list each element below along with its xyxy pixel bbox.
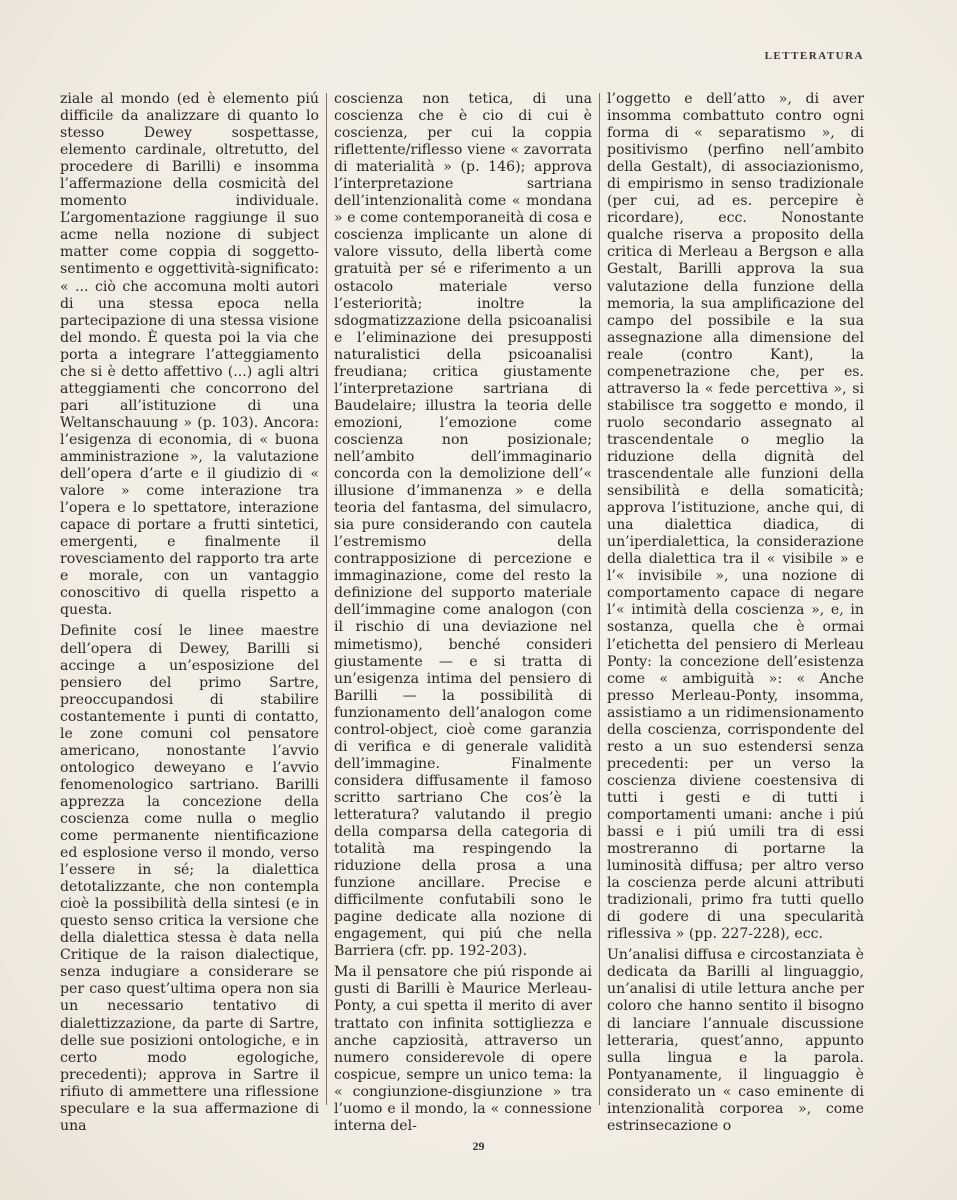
text-column-3 [607,91,864,1135]
paragraph: coscienza non tetica, di una coscienza che è cio di cui è coscienza, per cui la coppia riflettente/riflesso viene « zavorrata di materialità » (p. 146); approva l’interpretazione sartriana dell’intenzionalità come « mondana » e come contemporaneità di cosa e coscienza implicante un alone di valore vissuto, della libertà come gratuità per sé e riferimento a un ostacolo materiale verso l’esteriorità; inoltre la sdogmatizzazione della psicoanalisi e l’eliminazione dei presupposti naturalistici della psicoanalisi freudiana; critica giustamente l’interpretazione sartriana di Baudelaire; illustra la teoria delle emozioni, l’emozione come coscienza non posizionale; nell’ambito dell’immaginario concorda con la demolizione dell’« illusione d’immanenza » e della teoria del fantasma, del simulacro, sia pure considerando con cautela l’estremismo della contrapposizione di percezione e immaginazione, come del resto la definizione del supporto materiale dell’immagine come analogon (con il rischio di una deviazione nel mimetismo), benché consideri giustamente — e si tratta di un’esigenza intima del pensiero di Barilli — la possibilità di funzionamento dell’analogon come control-object, cioè come garanzia di verifica e di generale validità dell’immagine. Finalmente considera diffusamente il famoso scritto sartriano Che cos’è la letteratura? valutando il pregio della comparsa della categoria di totalità ma respingendo la riduzione della prosa a una funzione ancillare. Precise e difficilmente confutabili sono le pagine dedicate alla nozione di engagement, qui piú che nella Barriera (cfr. pp. 192-203). [334,91,592,960]
paragraph: ziale al mondo (ed è elemento piú difficile da analizzare di quanto lo stesso Dewey sospettasse, elemento cardinale, oltretutto, del procedere di Barilli) e insomma l’affermazione della cosmicità del momento individuale. L’argomentazione raggiunge il suo acme nella nozione di subject matter come coppia di soggetto-sentimento e oggettività-significato: « ... ciò che accomuna molti autori di una stessa epoca nella partecipazione di una stessa visione del mondo. È questa poi la via che porta a integrare l’atteggiamento che si è detto affettivo (...) agli altri atteggiamenti che concorrono del pari all’istituzione di una Weltanschauung » (p. 103). Ancora: l’esigenza di economia, di « buona amministrazione », la valutazione dell’opera d’arte e il giudizio di « valore » come interazione tra l’opera e lo spettatore, interazione capace di portare a frutti sintetici, emergenti, e finalmente il rovesciamento del rapporto tra arte e morale, con un vantaggio conoscitivo di quella rispetto a questa. [60,91,319,619]
text-column-2 [334,91,592,1135]
paragraph: l’oggetto e dell’atto », di aver insomma combattuto contro ogni forma di « separatismo », di positivismo (perfino nell’ambito della Gestalt), di associazionismo, di empirismo in senso tradizionale (per cui, ad es. percepire è ricordare), ecc. Nonostante qualche riserva a proposito della critica di Merleau a Bergson e alla Gestalt, Barilli approva la sua valutazione della funzione della memoria, la sua amplificazione del campo del possibile e la sua assegnazione alla dimensione del reale (contro Kant), la compenetrazione che, per es. attraverso la « fede percettiva », si stabilisce tra soggetto e mondo, il ruolo secondario assegnato al trascendentale o meglio la riduzione della dignità del trascendentale alle funzioni della sensibilità e della somaticità; approva l’istituzione, anche qui, di una dialettica diadica, di un’iperdialettica, la considerazione della dialettica tra il « visibile » e l’« invisibile », una nozione di comportamento capace di negare l’« intimità della coscienza », e, in sostanza, quella che è ormai l’etichetta del pensiero di Merleau Ponty: la concezione dell’esistenza come « ambiguità »: « Anche presso Merleau-Ponty, insomma, assistiamo a un ridimensionamento della coscienza, corrispondente del resto a un suo estendersi senza precedenti: per un verso la coscienza diviene coestensiva di tutti i gesti e di tutti i comportamenti umani: anche i piú bassi e i piú umili tra di essi mostreranno di portarne la luminosità diffusa; per altro verso la coscienza perde alcuni attributi tradizionali, primo fra tutti quello di godere di una specularità riflessiva » (pp. 227-228), ecc. [607,91,864,943]
column-divider [599,93,600,1105]
paragraph: Un’analisi diffusa e circostanziata è dedicata da Barilli al linguaggio, un’analisi di utile lettura anche per coloro che hanno sentito il bisogno di lanciare l’annuale discussione letteraria, quest’anno, appunto sulla lingua e la parola. Pontyanamente, il linguaggio è considerato un « caso eminente di intenzionalità corporea », come estrinsecazione o [607,947,864,1134]
column-divider [326,93,327,1105]
text-column-1 [60,91,319,1135]
running-head: LETTERATURA [764,50,864,62]
paragraph: Ma il pensatore che piú risponde ai gusti di Barilli è Maurice Merleau-Ponty, a cui spetta il merito di aver trattato con infinita sottigliezza e anche capziosità, attraverso un numero considerevole di opere cospicue, sempre un unico tema: la « congiunzione-disgiunzione » tra l’uomo e il mondo, la « connessione interna del- [334,964,592,1134]
page-number: 29 [472,1139,485,1153]
paragraph: Definite cosí le linee maestre dell’opera di Dewey, Barilli si accinge a un’esposizione del pensiero del primo Sartre, preoccupandosi di stabilire costantemente i punti di contatto, le zone comuni col pensatore americano, nonostante l’avvio ontologico deweyano e l’avvio fenomenologico sartriano. Barilli apprezza la concezione della coscienza come nulla o meglio come permanente nientificazione ed esplosione verso il mondo, verso l’essere in sé; la dialettica detotalizzante, che non contempla cioè la possibilità della sintesi (e in questo senso critica la versione che della dialettica stessa è data nella Critique de la raison dialectique, senza indugiare a considerare se per caso quest’ultima opera non sia un necessario tentativo di dialettizzazione, da parte di Sartre, delle sue posizioni ontologiche, e in certo modo egologiche, precedenti); approva in Sartre il rifiuto di ammettere una riflessione speculare e la sua affermazione di una [60,623,319,1134]
